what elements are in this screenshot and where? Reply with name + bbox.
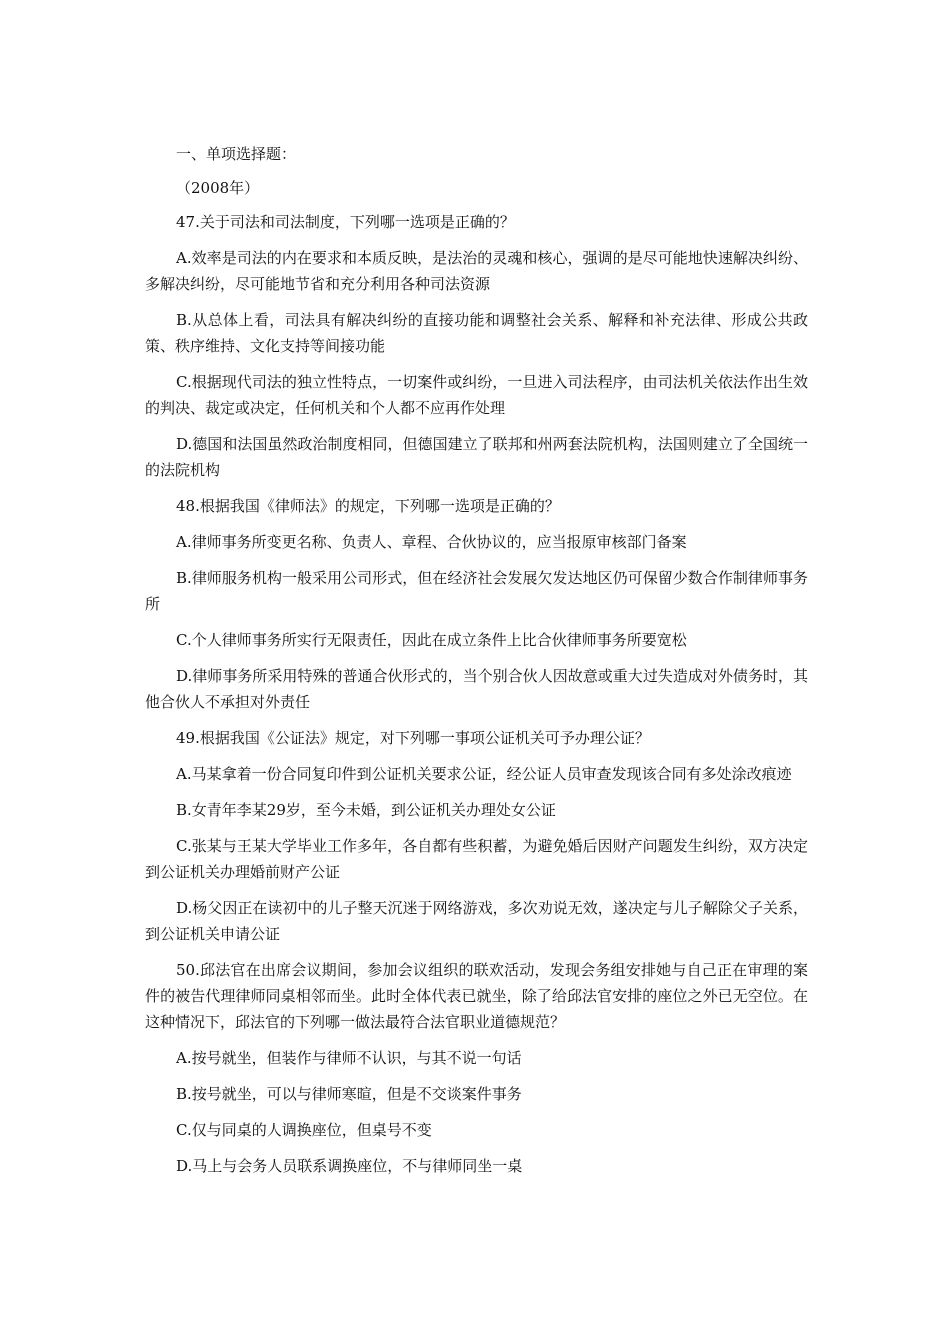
question-option: A.按号就坐，但装作与律师不认识，与其不说一句话 — [176, 1049, 522, 1067]
question-option: B.按号就坐，可以与律师寒暄，但是不交谈案件事务 — [176, 1085, 522, 1103]
question-option: A.效率是司法的内在要求和本质反映，是法治的灵魂和核心，强调的是尽可能地快速解决纠纷、多解决纠纷，尽可能地节省和充分利用各种司法资源 — [145, 249, 808, 293]
question-option: B.律师服务机构一般采用公司形式，但在经济社会发展欠发达地区仍可保留少数合作制律师事务所 — [145, 569, 808, 613]
question-stem: 50.邱法官在出席会议期间，参加会议组织的联欢活动，发现会务组安排她与自己正在审理的案件的被告代理律师同桌相邻而坐。此时全体代表已就坐，除了给邱法官安排的座位之外已无空位。在这种情况下，邱法官的下列哪一做法最符合法官职业道德规范？ — [145, 961, 808, 1031]
question-option: B.从总体上看，司法具有解决纠纷的直接功能和调整社会关系、解释和补充法律、形成公共政策、秩序维持、文化支持等间接功能 — [145, 311, 808, 355]
question-option: D.杨父因正在读初中的儿子整天沉迷于网络游戏，多次劝说无效，遂决定与儿子解除父子关系，到公证机关申请公证 — [145, 899, 808, 943]
question-option: C.张某与王某大学毕业工作多年，各自都有些积蓄，为避免婚后因财产问题发生纠纷，双方决定到公证机关办理婚前财产公证 — [145, 837, 808, 881]
question-option: C.仅与同桌的人调换座位，但桌号不变 — [176, 1121, 432, 1139]
question-option: A.律师事务所变更名称、负责人、章程、合伙协议的，应当报原审核部门备案 — [176, 533, 687, 551]
question-option: C.根据现代司法的独立性特点，一切案件或纠纷，一旦进入司法程序，由司法机关依法作出生效的判决、裁定或决定，任何机关和个人都不应再作处理 — [145, 373, 808, 417]
question-stem: 48.根据我国《律师法》的规定，下列哪一选项是正确的？ — [176, 497, 560, 515]
question-stem: 49.根据我国《公证法》规定，对下列哪一事项公证机关可予办理公证？ — [176, 729, 650, 747]
year-label: （2008年） — [176, 179, 260, 197]
question-stem: 47.关于司法和司法制度，下列哪一选项是正确的？ — [176, 213, 515, 231]
section-title: 一、单项选择题： — [176, 145, 297, 163]
question-option: D.律师事务所采用特殊的普通合伙形式的，当个别合伙人因故意或重大过失造成对外债务时，其他合伙人不承担对外责任 — [145, 667, 808, 711]
question-option: D.德国和法国虽然政治制度相同，但德国建立了联邦和州两套法院机构，法国则建立了全国统一的法院机构 — [145, 435, 808, 479]
question-option: B.女青年李某29岁，至今未婚，到公证机关办理处女公证 — [176, 801, 556, 819]
question-option: A.马某拿着一份合同复印件到公证机关要求公证，经公证人员审查发现该合同有多处涂改痕迹 — [176, 765, 792, 783]
question-option: C.个人律师事务所实行无限责任，因此在成立条件上比合伙律师事务所要宽松 — [176, 631, 687, 649]
document-body — [145, 141, 808, 1189]
question-option: D.马上与会务人员联系调换座位，不与律师同坐一桌 — [176, 1157, 523, 1175]
